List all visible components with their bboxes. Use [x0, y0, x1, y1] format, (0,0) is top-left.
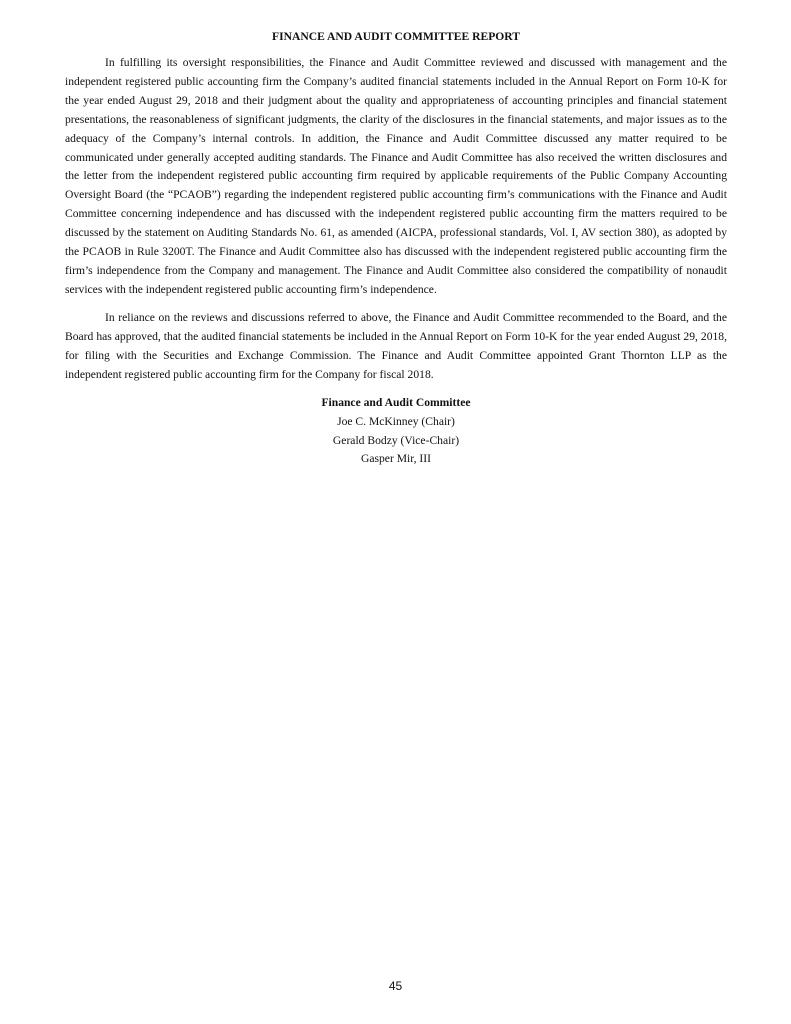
report-title: FINANCE AND AUDIT COMMITTEE REPORT [271, 30, 521, 43]
report-paragraph-reliance: In reliance on the reviews and discussions referred to above, the Finance and Audit Committee recommended to the Board, and the Board has approved, that the audited financial statements be included in the Annual Report on Form 10-K for the year ended August 29, 2018, for filing with the Securities and Exchange Commission. The Finance and Audit Committee appointed Grant Thornton LLP as the independent registered public accounting firm for the Company for fiscal 2018. [65, 310, 727, 381]
page-number: 45 [388, 979, 403, 993]
committee-signature-block [65, 394, 727, 468]
committee-member: Gasper Mir, III [360, 452, 432, 466]
committee-member: Gerald Bodzy (Vice-Chair) [332, 433, 460, 447]
committee-member: Joe C. McKinney (Chair) [337, 415, 455, 428]
report-paragraph-oversight: In fulfilling its oversight responsibilities, the Finance and Audit Committee reviewed and discussed with management and the independent registered public accounting firm the Company’s audited financial statements included in the Annual Report on Form 10-K for the year ended August 29, 2018 and their judgment about the quality and appropriateness of accounting principles and financial statement presentations, the reasonableness of significant judgments, the clarity of the disclosures in the financial statements, and major issues as to the adequacy of the Company’s internal controls. In addition, the Finance and Audit Committee discussed any matter required to be communicated under generally accepted auditing standards. The Finance and Audit Committee has also received the written disclosures and the letter from the independent registered public accounting firm required by applicable requirements of the Public Company Accounting Oversight Board (the “PCAOB”) regarding the independent registered public accounting firm’s communications with the Finance and Audit Committee concerning independence and has discussed with the independent registered public accounting firm the matters required to be discussed by the statement on Auditing Standards No. 61, as amended (AICPA, professional standards, Vol. I, AV section 380), as adopted by the PCAOB in Rule 3200T. The Finance and Audit Committee also has discussed with the independent registered public accounting firm the firm’s independence from the Company and management. The Finance and Audit Committee also considered the compatibility of nonaudit services with the independent registered public accounting firm’s independence. [65, 56, 727, 296]
committee-name: Finance and Audit Committee [321, 396, 471, 410]
document-page [65, 27, 727, 469]
